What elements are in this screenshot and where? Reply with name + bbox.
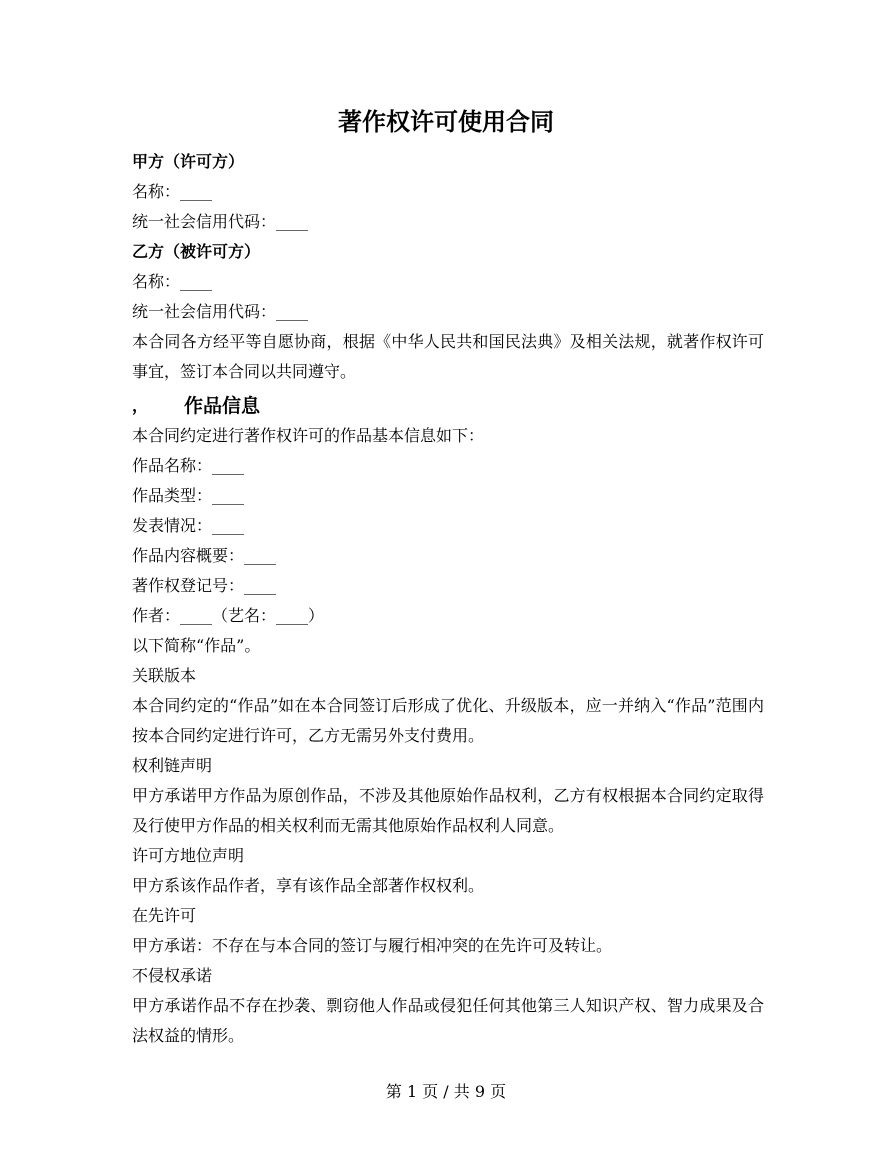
work-field-author: 作者：____（艺名：____） xyxy=(132,606,325,625)
work-field-summary: 作品内容概要：____ xyxy=(132,546,277,565)
work-field-name: 作品名称：____ xyxy=(132,456,245,475)
clause-title: 在先许可 xyxy=(132,906,197,925)
work-field-publication: 发表情况：____ xyxy=(132,516,245,535)
document-body xyxy=(132,147,764,1051)
section-heading xyxy=(132,387,764,421)
clause-title: 许可方地位声明 xyxy=(132,846,245,865)
clause-text: 本合同约定的“作品”如在本合同签订后形成了优化、升级版本，应一并纳入“作品”范围内按本合同约定进行许可，乙方无需另外支付费用。 xyxy=(132,696,764,745)
party-b-heading: 乙方（被许可方） xyxy=(132,242,261,261)
clause-text: 甲方承诺：不存在与本合同的签订与履行相冲突的在先许可及转让。 xyxy=(132,936,613,955)
clause-text: 甲方系该作品作者，享有该作品全部著作权权利。 xyxy=(132,876,485,895)
party-b-name: 名称：____ xyxy=(132,272,213,291)
section-intro: 本合同约定进行著作权许可的作品基本信息如下： xyxy=(132,426,485,445)
clause-text: 甲方承诺作品不存在抄袭、剽窃他人作品或侵犯任何其他第三人知识产权、智力成果及合法权益的情形。 xyxy=(132,996,764,1045)
clause-title: 关联版本 xyxy=(132,666,197,685)
party-b-credit-code: 统一社会信用代码：____ xyxy=(132,302,309,321)
page-footer: 第 1 页 / 共 9 页 xyxy=(385,1082,507,1101)
clause-text: 甲方承诺甲方作品为原创作品，不涉及其他原始作品权利，乙方有权根据本合同约定取得及行使甲方作品的相关权利而无需其他原始作品权利人同意。 xyxy=(132,786,764,835)
section-number: ， xyxy=(132,395,149,415)
work-field-type: 作品类型：____ xyxy=(132,486,245,505)
preamble: 本合同各方经平等自愿协商，根据《中华人民共和国民法典》及相关法规，就著作权许可事宜，签订本合同以共同遵守。 xyxy=(132,332,764,381)
party-a-name: 名称：____ xyxy=(132,182,213,201)
clause-title: 权利链声明 xyxy=(132,756,213,775)
party-a-credit-code: 统一社会信用代码：____ xyxy=(132,212,309,231)
clause-title: 不侵权承诺 xyxy=(132,966,213,985)
party-a-heading: 甲方（许可方） xyxy=(132,152,245,171)
work-field-registration: 著作权登记号：____ xyxy=(132,576,277,595)
section-title: 作品信息 xyxy=(184,394,261,417)
work-short-name: 以下简称“作品”。 xyxy=(132,636,261,655)
document-title: 著作权许可使用合同 xyxy=(338,107,554,136)
